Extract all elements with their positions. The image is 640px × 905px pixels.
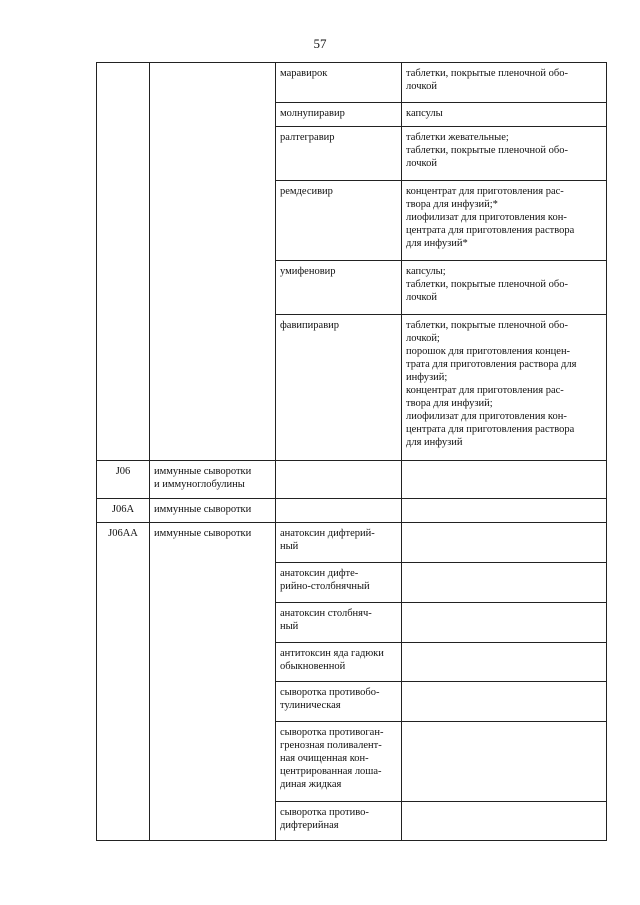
drug-name-line: ный: [280, 541, 299, 552]
group-cell: [150, 63, 276, 461]
dosage-form-cell: [402, 643, 607, 682]
table-row: [97, 523, 607, 563]
drug-name: маравирок: [280, 68, 328, 79]
group-cell: [150, 499, 276, 523]
page-number: 57: [313, 36, 327, 51]
drug-name-line: дифтерийная: [280, 820, 339, 831]
dosage-form-line: инфузий;: [406, 372, 448, 383]
drug-name-line: центрированная лоша-: [280, 766, 382, 777]
atc-code: J06: [115, 466, 131, 477]
drug-name-line: сыворотка противобо-: [280, 687, 380, 698]
dosage-form-line: лиофилизат для приготовления кон-: [406, 411, 567, 422]
dosage-form-line: лочкой: [406, 81, 437, 92]
dosage-form-line: лочкой;: [406, 333, 440, 344]
drug-name-line: диная жидкая: [280, 779, 342, 790]
dosage-form-cell: [402, 103, 607, 127]
dosage-form-line: трата для приготовления раствора для: [406, 359, 577, 370]
drug-name-line: рийно-столбнячный: [280, 581, 370, 592]
drug-name-line: анатоксин дифте-: [280, 568, 359, 579]
drug-name-line: тулиническая: [280, 700, 341, 711]
drug-name-line: ный: [280, 621, 299, 632]
dosage-form-line: центрата для приготовления раствора: [406, 424, 575, 435]
table-row: [97, 63, 607, 103]
group-cell: [150, 523, 276, 841]
drug-cell: [276, 643, 402, 682]
dosage-form-line: капсулы: [406, 108, 443, 119]
drug-cell: [276, 499, 402, 523]
dosage-form-cell: [402, 261, 607, 315]
dosage-form-line: капсулы;: [406, 266, 446, 277]
dosage-form-line: лочкой: [406, 158, 437, 169]
dosage-form-cell: [402, 315, 607, 461]
dosage-form-line: лиофилизат для приготовления кон-: [406, 212, 567, 223]
drug-cell: [276, 682, 402, 722]
atc-code-cell: [97, 523, 150, 841]
dosage-form-line: таблетки, покрытые пленочной обо-: [406, 279, 568, 290]
atc-code: J06AA: [108, 528, 138, 539]
group-cell: [150, 461, 276, 499]
drug-name-line: обыкновенной: [280, 661, 346, 672]
drug-name-line: сыворотка противо-: [280, 807, 369, 818]
drug-name-line: сыворотка противоган-: [280, 727, 384, 738]
drug-cell: [276, 523, 402, 563]
table-row: [97, 461, 607, 499]
dosage-form-cell: [402, 63, 607, 103]
dosage-form-line: твора для инфузий;*: [406, 199, 498, 210]
dosage-form-line: для инфузий: [406, 437, 463, 448]
drug-name-line: ная очищенная кон-: [280, 753, 369, 764]
dosage-form-line: лочкой: [406, 292, 437, 303]
atc-code-cell: [97, 461, 150, 499]
dosage-form-cell: [402, 722, 607, 802]
dosage-form-line: порошок для приготовления концен-: [406, 346, 571, 357]
drug-name: умифеновир: [280, 266, 336, 277]
dosage-form-line: таблетки, покрытые пленочной обо-: [406, 320, 568, 331]
group-name-line: и иммуноглобулины: [154, 479, 245, 490]
drug-cell: [276, 127, 402, 181]
drug-cell: [276, 63, 402, 103]
drug-cell: [276, 315, 402, 461]
atc-code-cell: [97, 63, 150, 461]
drug-cell: [276, 461, 402, 499]
dosage-form-line: для инфузий*: [406, 238, 468, 249]
drug-cell: [276, 103, 402, 127]
dosage-form-line: таблетки, покрытые пленочной обо-: [406, 68, 568, 79]
drug-name: ремдесивир: [280, 186, 333, 197]
atc-code-cell: [97, 499, 150, 523]
dosage-form-line: центрата для приготовления раствора: [406, 225, 575, 236]
dosage-form-cell: [402, 563, 607, 603]
drug-cell: [276, 563, 402, 603]
drug-cell: [276, 802, 402, 841]
drug-name: фавипиравир: [280, 320, 340, 331]
dosage-form-cell: [402, 523, 607, 563]
dosage-form-cell: [402, 802, 607, 841]
drug-name-line: гренозная поливалент-: [280, 740, 382, 751]
group-name-line: иммунные сыворотки: [154, 528, 252, 539]
group-name-line: иммунные сыворотки: [154, 466, 252, 477]
drug-cell: [276, 603, 402, 643]
dosage-form-cell: [402, 461, 607, 499]
drug-table: [96, 62, 607, 841]
drug-cell: [276, 261, 402, 315]
drug-cell: [276, 722, 402, 802]
dosage-form-cell: [402, 499, 607, 523]
dosage-form-line: твора для инфузий;: [406, 398, 493, 409]
drug-cell: [276, 181, 402, 261]
drug-name: ралтегравир: [280, 132, 335, 143]
group-name-line: иммунные сыворотки: [154, 504, 252, 515]
dosage-form-cell: [402, 603, 607, 643]
dosage-form-line: таблетки, покрытые пленочной обо-: [406, 145, 568, 156]
drug-name: молнупиравир: [280, 108, 345, 119]
drug-name-line: анатоксин столбняч-: [280, 608, 372, 619]
dosage-form-line: таблетки жевательные;: [406, 132, 509, 143]
drug-name-line: анатоксин дифтерий-: [280, 528, 375, 539]
dosage-form-cell: [402, 682, 607, 722]
dosage-form-line: концентрат для приготовления рас-: [406, 385, 564, 396]
dosage-form-cell: [402, 181, 607, 261]
dosage-form-cell: [402, 127, 607, 181]
table-row: [97, 499, 607, 523]
dosage-form-line: концентрат для приготовления рас-: [406, 186, 564, 197]
atc-code: J06A: [111, 504, 135, 515]
drug-name-line: антитоксин яда гадюки: [280, 648, 384, 659]
